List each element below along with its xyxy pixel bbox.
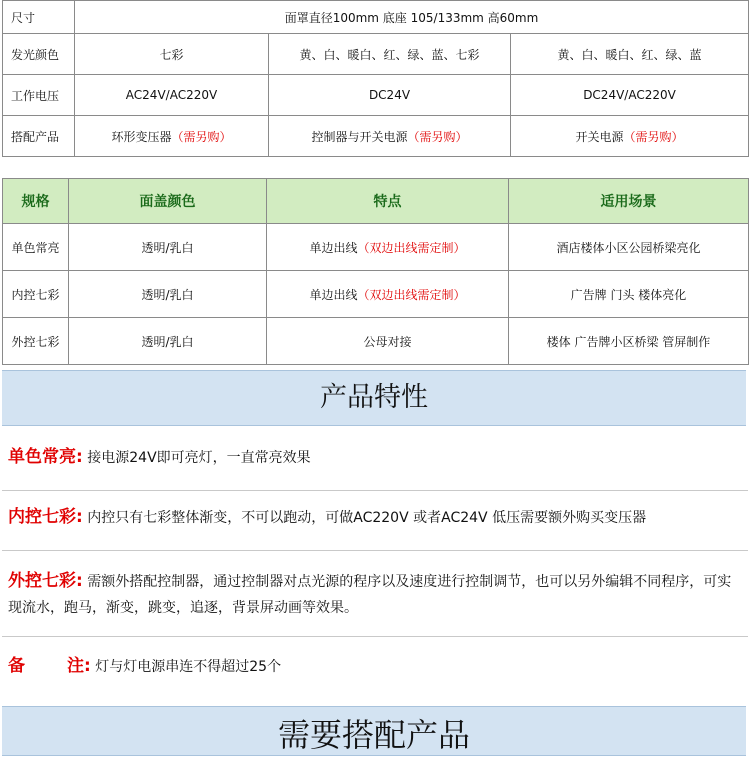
feature-text: 单边出线 — [309, 287, 358, 302]
divider — [2, 636, 748, 637]
spec-cell: 单色常亮 — [3, 224, 69, 271]
table-row — [3, 224, 749, 271]
accessory-row — [3, 116, 749, 157]
note-label-a: 备 — [8, 656, 25, 676]
feature-text: 接电源24V即可亮灯，一直常亮效果 — [87, 450, 311, 466]
feature-label: 单色常亮: — [8, 447, 83, 467]
color-row — [3, 34, 749, 75]
feature-text: 单边出线 — [309, 240, 358, 255]
table-row — [3, 318, 749, 365]
cover-cell: 透明/乳白 — [69, 224, 267, 271]
voltage-label: 工作电压 — [3, 75, 75, 116]
feature-text: 公母对接 — [363, 334, 412, 349]
accessory-text: 控制器与开关电源 — [311, 129, 408, 144]
accessory-label: 搭配产品 — [3, 116, 75, 157]
header-feature: 特点 — [267, 179, 509, 224]
feature-internal-rgb — [8, 504, 744, 531]
feature-text: 需额外搭配控制器，通过控制器对点光源的程序以及速度进行控制调节，也可以另外编辑不同程序，可实现流水，跑马，渐变，跳变，追逐，背景屏动画等效果。 — [8, 574, 732, 616]
feature-text: 内控只有七彩整体渐变，不可以跑动，可做AC220V 或者AC24V 低压需要额外购买变压器 — [87, 510, 647, 526]
feature-label: 内控七彩: — [8, 507, 83, 527]
product-features-banner: 产品特性 — [2, 370, 746, 426]
feature-label: 外控七彩: — [8, 571, 83, 591]
note-line — [8, 653, 744, 680]
divider — [2, 490, 748, 491]
variant-table-header — [3, 179, 749, 224]
feature-note: （双边出线需定制） — [357, 287, 466, 302]
color-value: 黄、白、暖白、红、绿、蓝 — [511, 34, 749, 75]
scene-cell: 酒店楼体小区公园桥梁亮化 — [509, 224, 749, 271]
table-row — [3, 271, 749, 318]
voltage-value: DC24V/AC220V — [511, 75, 749, 116]
variant-table — [2, 178, 749, 365]
feature-note: （双边出线需定制） — [357, 240, 466, 255]
accessory-text: 环形变压器 — [111, 129, 172, 144]
spec-cell: 外控七彩 — [3, 318, 69, 365]
accessory-value — [75, 116, 269, 157]
accessory-text: 开关电源 — [575, 129, 624, 144]
header-cover: 面盖颜色 — [69, 179, 267, 224]
accessory-note: （需另购） — [171, 129, 232, 144]
note-text: 灯与灯电源串连不得超过25个 — [95, 659, 282, 675]
header-scene: 适用场景 — [509, 179, 749, 224]
scene-cell: 楼体 广告牌小区桥梁 管屏制作 — [509, 318, 749, 365]
cover-cell: 透明/乳白 — [69, 271, 267, 318]
voltage-row — [3, 75, 749, 116]
feature-cell — [267, 224, 509, 271]
divider — [2, 550, 748, 551]
required-products-banner: 需要搭配产品 — [2, 706, 746, 756]
accessory-value — [511, 116, 749, 157]
color-value: 黄、白、暖白、红、绿、蓝、七彩 — [269, 34, 511, 75]
size-row — [3, 1, 749, 34]
color-label: 发光颜色 — [3, 34, 75, 75]
color-value: 七彩 — [75, 34, 269, 75]
accessory-value — [269, 116, 511, 157]
accessory-note: （需另购） — [407, 129, 468, 144]
feature-external-rgb — [8, 568, 744, 621]
spec-table — [2, 0, 749, 157]
feature-cell — [267, 271, 509, 318]
accessory-note: （需另购） — [623, 129, 684, 144]
feature-cell — [267, 318, 509, 365]
feature-single-color — [8, 444, 744, 471]
header-spec: 规格 — [3, 179, 69, 224]
size-label: 尺寸 — [3, 1, 75, 34]
size-value: 面罩直径100mm 底座 105/133mm 高60mm — [75, 1, 749, 34]
voltage-value: AC24V/AC220V — [75, 75, 269, 116]
voltage-value: DC24V — [269, 75, 511, 116]
cover-cell: 透明/乳白 — [69, 318, 267, 365]
note-label-b: 注: — [67, 656, 91, 676]
scene-cell: 广告牌 门头 楼体亮化 — [509, 271, 749, 318]
spec-cell: 内控七彩 — [3, 271, 69, 318]
